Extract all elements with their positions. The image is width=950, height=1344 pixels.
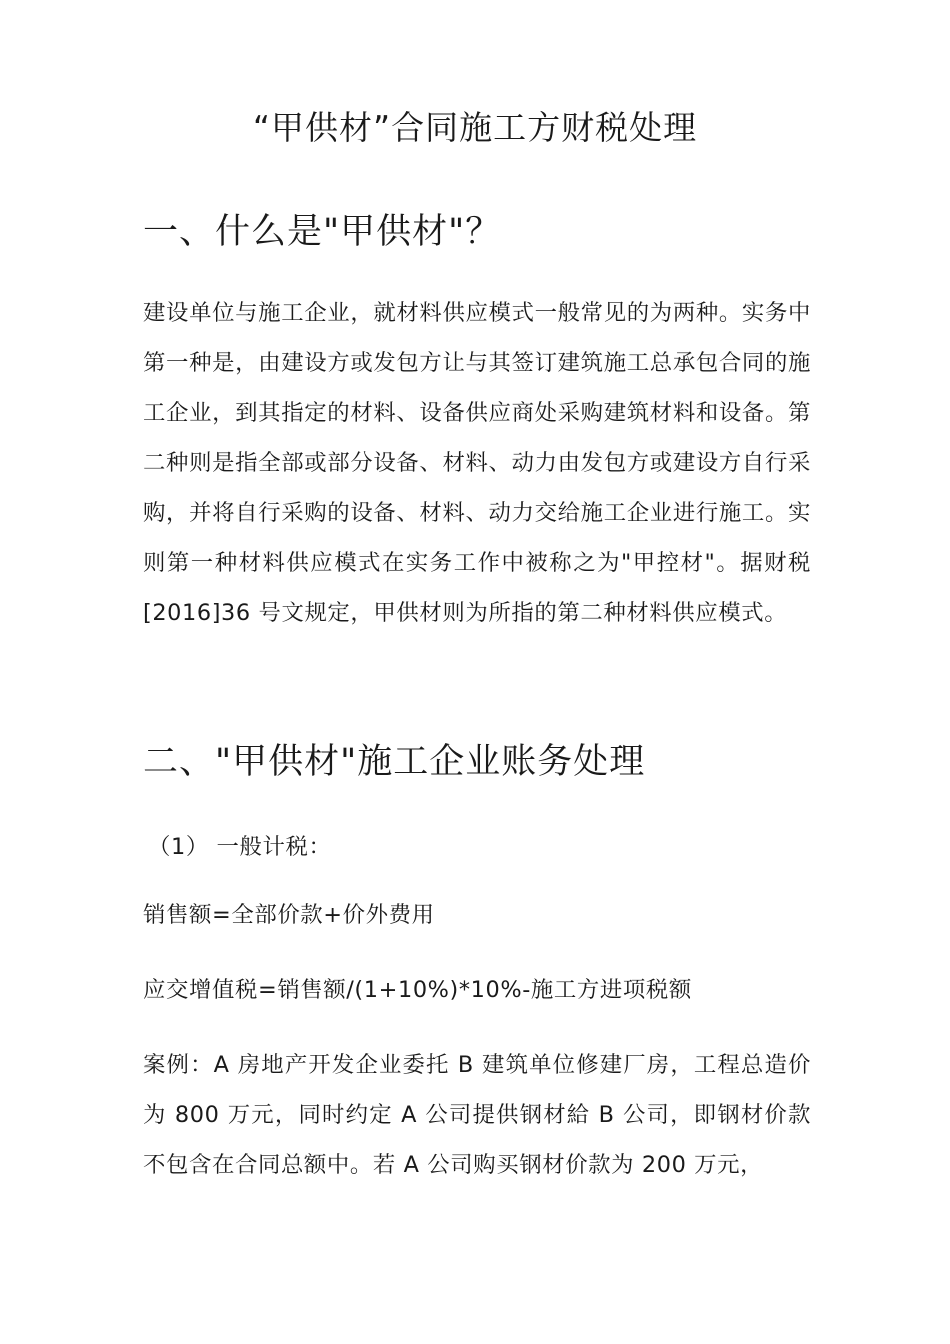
sales-formula: 销售额=全部价款+价外费用 bbox=[143, 902, 435, 928]
section-2-subheading: （1） 一般计税： bbox=[148, 834, 332, 860]
document-title: “甲供材”合同施工方财税处理 bbox=[252, 108, 698, 147]
case-paragraph: 案例：A 房地产开发企业委托 B 建筑单位修建厂房，工程总造价为 800 万元，同时约定 A 公司提供钢材給 B 公司，即钢材价款不包含在合同总额中。若 A 公司购买钢材价款为 200 万元， bbox=[143, 1052, 811, 1178]
section-1-heading: 一、什么是"甲供材"？ bbox=[143, 212, 502, 252]
section-2-heading: 二、"甲供材"施工企业账务处理 bbox=[143, 742, 646, 782]
vat-formula: 应交增值税=销售额/(1+10%)*10%-施工方进项税额 bbox=[143, 977, 692, 1003]
section-1-paragraph: 建设单位与施工企业，就材料供应模式一般常见的为两种。实务中第一种是，由建设方或发包方让与其签订建筑施工总承包合同的施工企业，到其指定的材料、设备供应商处采购建筑材料和设备。第二种则是指全部或部分设备、材料、动力由发包方或建设方自行采购，并将自行采购的设备、材料、动力交给施工企业进行施工。实则第一种材料供应模式在实务工作中被称之为"甲控材"。据财税[2016]36 号文规定，甲供材则为所指的第二种材料供应模式。 bbox=[143, 300, 811, 626]
